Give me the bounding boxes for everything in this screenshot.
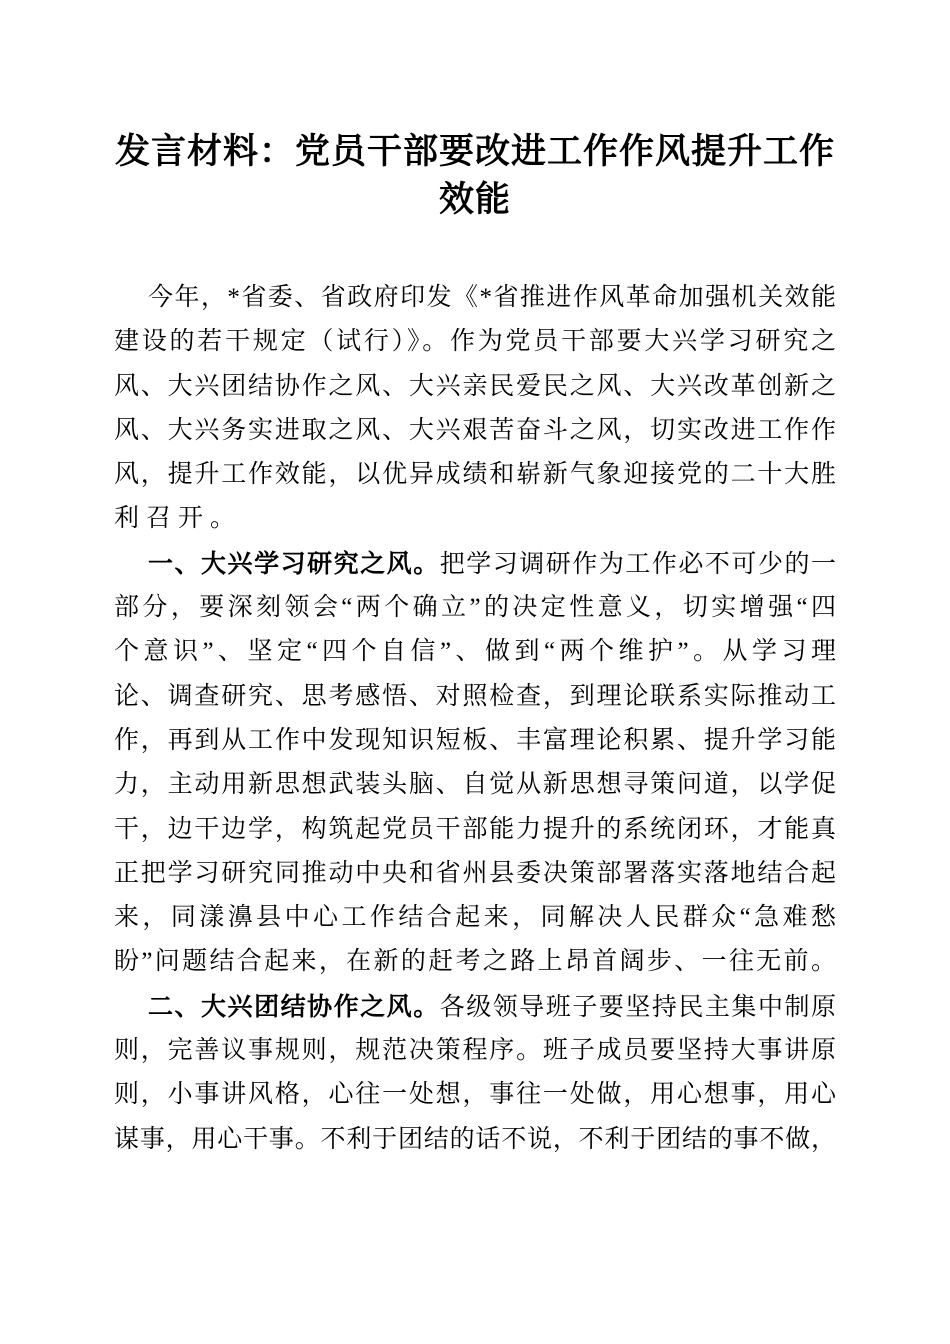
body-line: 建设的若干规定（试行）》。作为党员干部要大兴学习研究之 [114, 328, 836, 356]
body-line: 盼”问题结合起来，在新的赶考之路上昂首阔步、一往无前。 [114, 948, 836, 976]
document-body [114, 276, 836, 1162]
body-line: 力，主动用新思想武装头脑、自觉从新思想寻策问道，以学促 [114, 771, 836, 799]
body-line: 利召开。 [114, 505, 243, 533]
body-line: 干，边干边学，构筑起党员干部能力提升的系统闭环，才能真 [114, 815, 836, 843]
body-line: 来，同漾濞县中心工作结合起来，同解决人民群众“急难愁 [114, 904, 836, 932]
body-line [114, 542, 836, 586]
body-line [114, 985, 836, 1029]
body-line: 个意识”、坚定“四个自信”、做到“两个维护”。从学习理 [114, 638, 836, 666]
body-text: 各级领导班子要坚持民主集中制原 [439, 993, 836, 1021]
body-line: 风、大兴团结协作之风、大兴亲民爱民之风、大兴改革创新之 [114, 372, 836, 400]
title-line: 效能 [438, 180, 511, 219]
body-line: 风、大兴务实进取之风、大兴艰苦奋斗之风，切实改进工作作 [114, 416, 836, 444]
document-title [114, 128, 836, 224]
body-line: 今年，*省委、省政府印发《*省推进作风革命加强机关效能 [148, 284, 836, 311]
section-heading: 二、大兴团结协作之风。 [148, 992, 440, 1021]
body-text: 把学习调研作为工作必不可少的一 [439, 550, 836, 578]
body-line: 论、调查研究、思考感悟、对照检查，到理论联系实际推动工 [114, 682, 836, 710]
body-line: 风，提升工作效能，以优异成绩和崭新气象迎接党的二十大胜 [114, 461, 836, 489]
body-line: 正把学习研究同推动中央和省州县委决策部署落实落地结合起 [114, 859, 836, 887]
section-heading: 一、大兴学习研究之风。 [148, 549, 440, 578]
body-line: 作，再到从工作中发现知识短板、丰富理论积累、提升学习能 [114, 726, 836, 754]
title-line: 发言材料：党员干部要改进工作作风提升工作 [114, 132, 835, 171]
body-line: 部分，要深刻领会“两个确立”的决定性意义，切实增强“四 [114, 594, 836, 622]
body-line: 谋事，用心干事。不利于团结的话不说，不利于团结的事不做， [114, 1125, 836, 1153]
body-line: 则，完善议事规则，规范决策程序。班子成员要坚持大事讲原 [114, 1037, 836, 1065]
body-line: 则，小事讲风格，心往一处想，事往一处做，用心想事，用心 [114, 1081, 836, 1109]
